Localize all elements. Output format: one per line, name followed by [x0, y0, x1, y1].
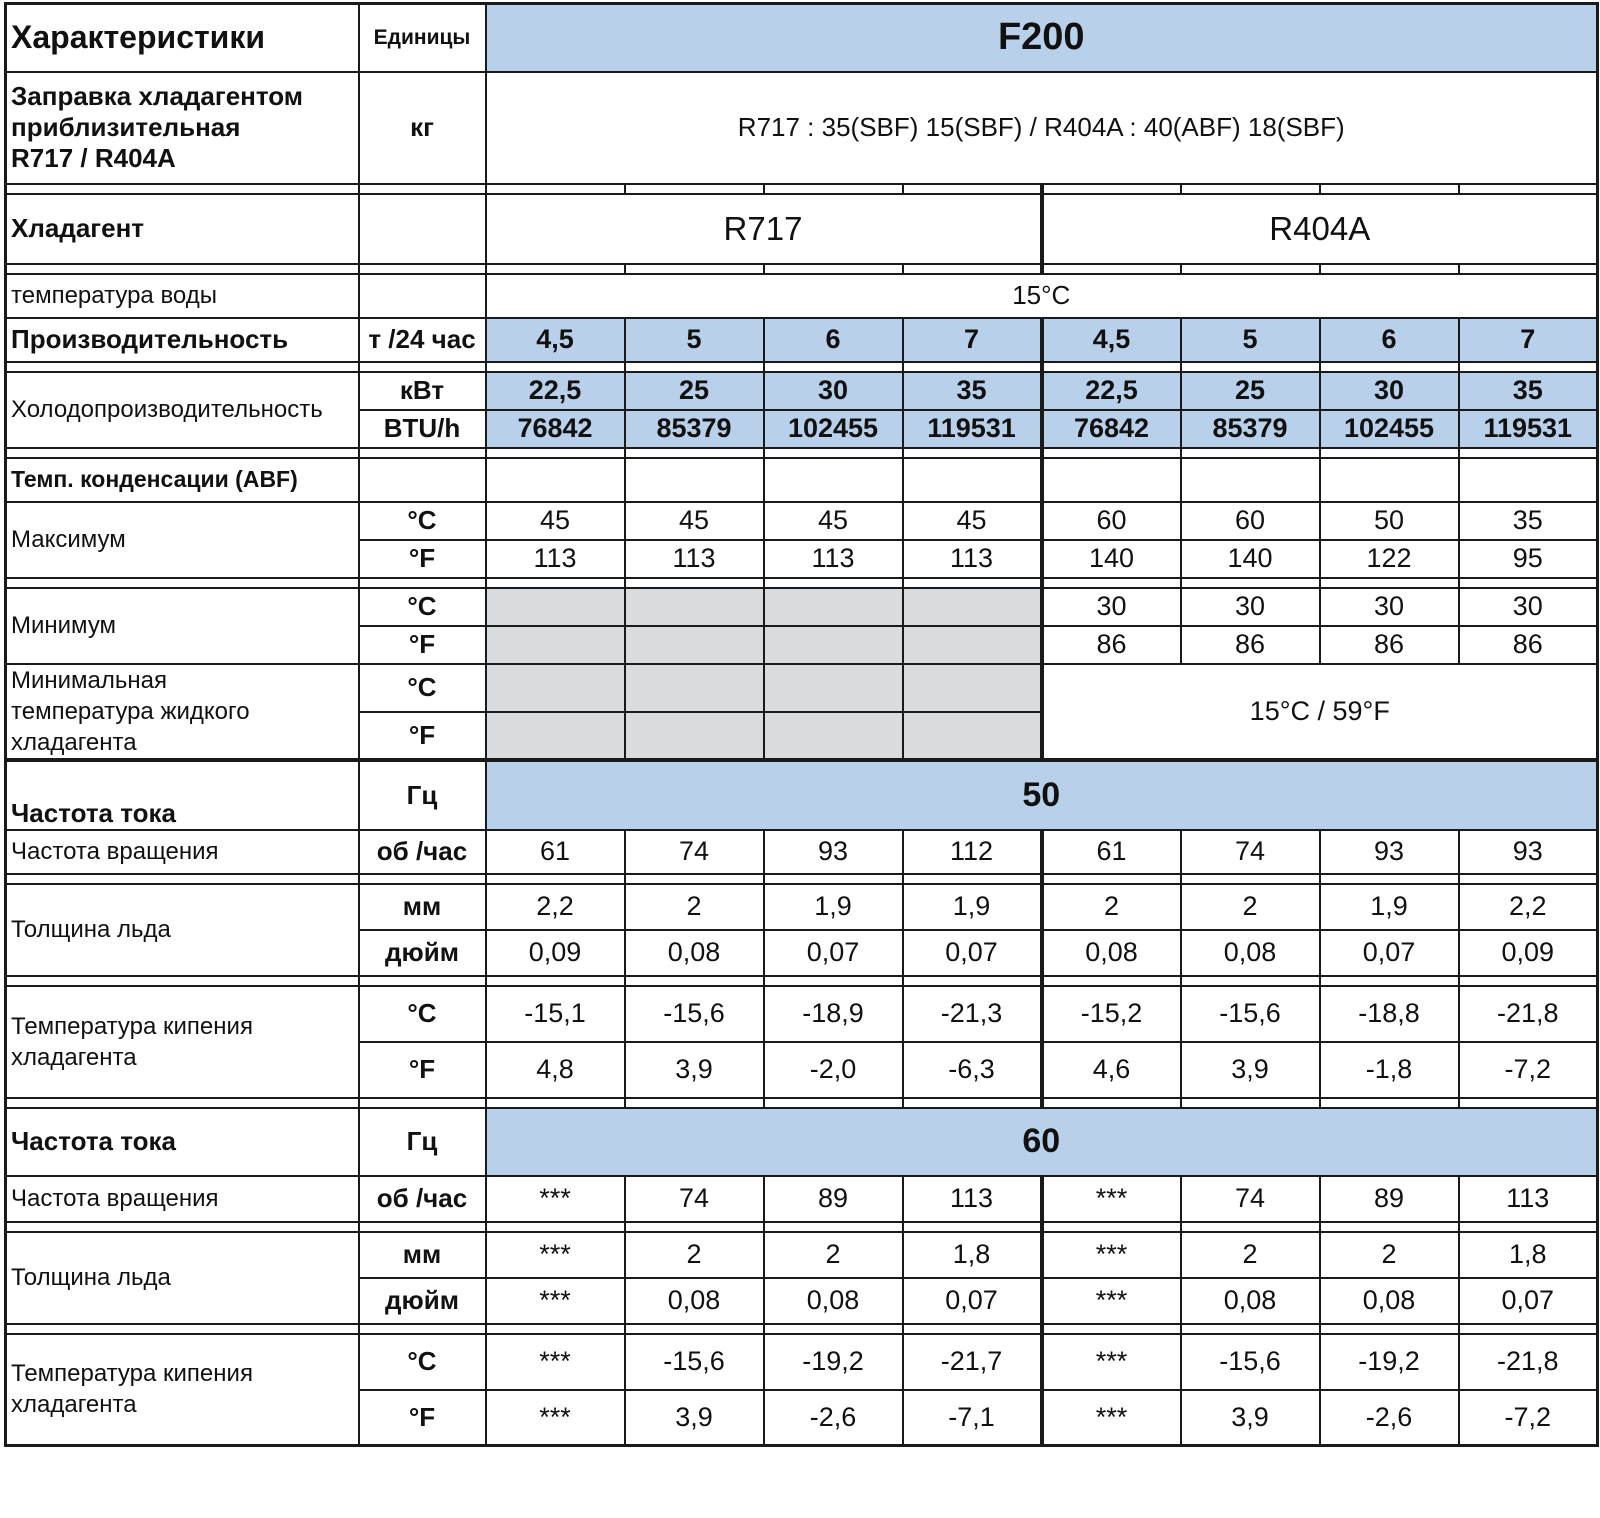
- f60-speed-unit: об /час: [359, 1176, 486, 1222]
- charge-label-line: Заправка хладагентом: [11, 81, 304, 111]
- max-unit-c: °C: [359, 502, 486, 540]
- f60-ice-mm: 2: [1320, 1232, 1459, 1278]
- f60-boil-f: -2,6: [764, 1390, 903, 1446]
- charge-unit: кг: [359, 72, 486, 184]
- f60-speed: 74: [1181, 1176, 1320, 1222]
- cooling-btu: 102455: [764, 410, 903, 448]
- f60-boil-label-line: Температура кипения: [11, 1360, 253, 1388]
- f50-ice-mm: 2: [625, 884, 764, 930]
- f60-boil-c: -21,7: [903, 1334, 1042, 1390]
- f60-ice-in: 0,08: [625, 1278, 764, 1324]
- cooling-btu: 85379: [1181, 410, 1320, 448]
- max-f: 113: [903, 540, 1042, 578]
- max-c: 45: [764, 502, 903, 540]
- max-label: Максимум: [6, 502, 359, 578]
- f50-ice-in: 0,09: [486, 930, 625, 976]
- max-f: 140: [1181, 540, 1320, 578]
- cooling-btu: 85379: [625, 410, 764, 448]
- refrigerant-unit: [359, 194, 486, 264]
- na-cell: [486, 626, 625, 664]
- f60-boil-c-row: [6, 1334, 1598, 1390]
- f60-ice-unit-in: дюйм: [359, 1278, 486, 1324]
- max-c: 50: [1320, 502, 1459, 540]
- na-cell: [486, 712, 625, 760]
- header-row: [6, 4, 1598, 72]
- max-c-row: [6, 502, 1598, 540]
- f60-ice-mm: 2: [1181, 1232, 1320, 1278]
- f50-speed: 61: [1042, 830, 1181, 874]
- f60-boil-unit-f: °F: [359, 1390, 486, 1446]
- f50-speed-unit: об /час: [359, 830, 486, 874]
- water-temp-value: 15°C: [486, 274, 1598, 318]
- f60-speed: 89: [1320, 1176, 1459, 1222]
- liquid-unit-f: °F: [359, 712, 486, 760]
- max-f: 113: [625, 540, 764, 578]
- gap-row: [6, 448, 1598, 458]
- cooling-label: Холодопроизводительность: [6, 372, 359, 448]
- f60-boil-c: -21,8: [1459, 1334, 1598, 1390]
- na-cell: [764, 712, 903, 760]
- liquid-label-line: температура жидкого: [11, 697, 250, 725]
- na-cell: [625, 664, 764, 712]
- capacity-value: 4,5: [1042, 318, 1181, 362]
- max-c: 45: [625, 502, 764, 540]
- gap-row: [6, 184, 1598, 194]
- f50-ice-unit-mm: мм: [359, 884, 486, 930]
- cooling-kw-row: [6, 372, 1598, 410]
- f60-ice-mm-row: [6, 1232, 1598, 1278]
- capacity-value: 5: [625, 318, 764, 362]
- f50-boil-f: 3,9: [1181, 1042, 1320, 1098]
- f60-ice-label: Толщина льда: [6, 1232, 359, 1324]
- f50-boil-label-line: Температура кипения: [11, 1012, 253, 1040]
- gap-row: [6, 874, 1598, 884]
- f60-ice-in: 0,07: [903, 1278, 1042, 1324]
- max-c: 60: [1181, 502, 1320, 540]
- model-title: F200: [486, 4, 1598, 72]
- f60-boil-label-line: хладагента: [11, 1391, 137, 1419]
- min-label: Минимум: [6, 588, 359, 664]
- f50-unit: Гц: [359, 760, 486, 830]
- max-f: 113: [486, 540, 625, 578]
- units-header: Единицы: [359, 4, 486, 72]
- f60-ice-in: ***: [1042, 1278, 1181, 1324]
- f60-boil-f: 3,9: [1181, 1390, 1320, 1446]
- f50-boil-f: -2,0: [764, 1042, 903, 1098]
- f60-ice-in: 0,08: [1181, 1278, 1320, 1324]
- f60-ice-unit-mm: мм: [359, 1232, 486, 1278]
- min-f: 86: [1320, 626, 1459, 664]
- cooling-btu: 76842: [486, 410, 625, 448]
- gap-row: [6, 578, 1598, 588]
- condensing-label: Темп. конденсации (ABF): [6, 458, 359, 502]
- max-unit-f: °F: [359, 540, 486, 578]
- cooling-unit-kw: кВт: [359, 372, 486, 410]
- na-cell: [903, 588, 1042, 626]
- f50-ice-mm: 1,9: [1320, 884, 1459, 930]
- f60-ice-mm: 2: [625, 1232, 764, 1278]
- f60-speed: 74: [625, 1176, 764, 1222]
- f50-boil-c: -18,8: [1320, 986, 1459, 1042]
- cooling-kw: 25: [625, 372, 764, 410]
- max-f: 113: [764, 540, 903, 578]
- f60-speed: 113: [903, 1176, 1042, 1222]
- f60-label: Частота тока: [6, 1108, 359, 1176]
- min-unit-f: °F: [359, 626, 486, 664]
- f50-ice-in: 0,09: [1459, 930, 1598, 976]
- f60-unit: Гц: [359, 1108, 486, 1176]
- f60-ice-mm: 1,8: [1459, 1232, 1598, 1278]
- max-f: 122: [1320, 540, 1459, 578]
- cooling-btu: 102455: [1320, 410, 1459, 448]
- f60-value: 60: [486, 1108, 1598, 1176]
- min-c: 30: [1181, 588, 1320, 626]
- f50-boil-unit-c: °C: [359, 986, 486, 1042]
- f50-boil-c: -15,6: [1181, 986, 1320, 1042]
- f60-ice-mm: ***: [486, 1232, 625, 1278]
- f50-boil-unit-f: °F: [359, 1042, 486, 1098]
- liquid-value: 15°C / 59°F: [1042, 664, 1598, 760]
- cooling-kw: 30: [764, 372, 903, 410]
- capacity-value: 7: [1459, 318, 1598, 362]
- na-cell: [625, 626, 764, 664]
- f60-boil-c: -15,6: [625, 1334, 764, 1390]
- capacity-row: [6, 318, 1598, 362]
- spec-sheet: [4, 2, 1596, 1514]
- min-f: 86: [1042, 626, 1181, 664]
- capacity-value: 4,5: [486, 318, 625, 362]
- f50-boil-f: 3,9: [625, 1042, 764, 1098]
- max-c: 45: [903, 502, 1042, 540]
- na-cell: [764, 664, 903, 712]
- condensing-row: [6, 458, 1598, 502]
- f60-row: [6, 1108, 1598, 1176]
- f60-ice-in: ***: [486, 1278, 625, 1324]
- f50-speed: 93: [764, 830, 903, 874]
- charge-value: R717 : 35(SBF) 15(SBF) / R404A : 40(ABF) 18(SBF): [486, 72, 1598, 184]
- f60-ice-in: 0,08: [764, 1278, 903, 1324]
- min-f: 86: [1459, 626, 1598, 664]
- f50-speed: 74: [625, 830, 764, 874]
- f60-boil-c: ***: [486, 1334, 625, 1390]
- liquid-c-row: [6, 664, 1598, 712]
- capacity-unit: т /24 час: [359, 318, 486, 362]
- f50-ice-in: 0,08: [625, 930, 764, 976]
- f50-boil-c: -21,8: [1459, 986, 1598, 1042]
- f50-ice-in: 0,07: [1320, 930, 1459, 976]
- spec-table: [4, 2, 1599, 1447]
- f50-boil-label: [6, 986, 359, 1098]
- gap-row: [6, 976, 1598, 986]
- f60-boil-c: ***: [1042, 1334, 1181, 1390]
- f50-ice-mm: 2: [1042, 884, 1181, 930]
- cooling-kw: 22,5: [1042, 372, 1181, 410]
- capacity-value: 5: [1181, 318, 1320, 362]
- f50-boil-c: -15,2: [1042, 986, 1181, 1042]
- na-cell: [903, 664, 1042, 712]
- capacity-label: Производительность: [6, 318, 359, 362]
- f50-value: 50: [486, 760, 1598, 830]
- na-cell: [625, 712, 764, 760]
- max-c: 35: [1459, 502, 1598, 540]
- f60-boil-f: ***: [1042, 1390, 1181, 1446]
- f60-ice-in: 0,08: [1320, 1278, 1459, 1324]
- max-c: 60: [1042, 502, 1181, 540]
- na-cell: [486, 588, 625, 626]
- f50-speed: 112: [903, 830, 1042, 874]
- f60-speed: 113: [1459, 1176, 1598, 1222]
- f60-boil-f: -2,6: [1320, 1390, 1459, 1446]
- f50-ice-mm: 2,2: [1459, 884, 1598, 930]
- min-c: 30: [1320, 588, 1459, 626]
- cooling-btu: 119531: [903, 410, 1042, 448]
- f50-ice-in: 0,08: [1042, 930, 1181, 976]
- f60-boil-c: -19,2: [1320, 1334, 1459, 1390]
- cooling-kw: 25: [1181, 372, 1320, 410]
- f60-boil-label: [6, 1334, 359, 1446]
- gap-row: [6, 264, 1598, 274]
- cooling-unit-btu: BTU/h: [359, 410, 486, 448]
- f60-speed-label: Частота вращения: [6, 1176, 359, 1222]
- f60-boil-c: -19,2: [764, 1334, 903, 1390]
- min-f: 86: [1181, 626, 1320, 664]
- f60-boil-f: -7,1: [903, 1390, 1042, 1446]
- gap-row: [6, 362, 1598, 372]
- capacity-value: 6: [764, 318, 903, 362]
- cooling-kw: 35: [1459, 372, 1598, 410]
- f50-boil-c: -15,6: [625, 986, 764, 1042]
- charge-label: [6, 72, 359, 184]
- f50-speed-row: [6, 830, 1598, 874]
- f50-row: [6, 760, 1598, 830]
- f50-ice-mm: 1,9: [764, 884, 903, 930]
- f60-boil-unit-c: °C: [359, 1334, 486, 1390]
- f60-ice-mm: 1,8: [903, 1232, 1042, 1278]
- min-c: 30: [1042, 588, 1181, 626]
- max-f: 140: [1042, 540, 1181, 578]
- f50-boil-f: -7,2: [1459, 1042, 1598, 1098]
- cooling-btu: 76842: [1042, 410, 1181, 448]
- f50-ice-mm: 2: [1181, 884, 1320, 930]
- f50-boil-c: -15,1: [486, 986, 625, 1042]
- f50-speed: 61: [486, 830, 625, 874]
- gap-row: [6, 1098, 1598, 1108]
- f60-speed: ***: [486, 1176, 625, 1222]
- f50-speed: 74: [1181, 830, 1320, 874]
- f60-boil-f: 3,9: [625, 1390, 764, 1446]
- f60-ice-mm: ***: [1042, 1232, 1181, 1278]
- charge-row: [6, 72, 1598, 184]
- f50-ice-in: 0,07: [903, 930, 1042, 976]
- min-unit-c: °C: [359, 588, 486, 626]
- na-cell: [903, 626, 1042, 664]
- f60-speed-row: [6, 1176, 1598, 1222]
- f60-speed: ***: [1042, 1176, 1181, 1222]
- f50-boil-f: 4,6: [1042, 1042, 1181, 1098]
- f50-boil-f: -6,3: [903, 1042, 1042, 1098]
- f60-speed: 89: [764, 1176, 903, 1222]
- gap-row: [6, 1324, 1598, 1334]
- max-c: 45: [486, 502, 625, 540]
- f60-ice-mm: 2: [764, 1232, 903, 1278]
- f50-ice-in: 0,07: [764, 930, 903, 976]
- min-c-row: [6, 588, 1598, 626]
- f50-ice-mm: 1,9: [903, 884, 1042, 930]
- liquid-label-line: хладагента: [11, 728, 137, 756]
- na-cell: [764, 588, 903, 626]
- na-cell: [486, 664, 625, 712]
- cooling-btu: 119531: [1459, 410, 1598, 448]
- f50-speed-label: Частота вращения: [6, 830, 359, 874]
- f50-label: Частота тока: [6, 760, 359, 830]
- refrigerant-r717: R717: [486, 194, 1042, 264]
- f50-boil-label-line: хладагента: [11, 1043, 137, 1071]
- capacity-value: 7: [903, 318, 1042, 362]
- min-c: 30: [1459, 588, 1598, 626]
- water-temp-row: [6, 274, 1598, 318]
- gap-row: [6, 1222, 1598, 1232]
- charge-label-line: R717 / R404A: [11, 143, 176, 173]
- liquid-label-line: Минимальная: [11, 666, 168, 694]
- water-temp-unit: [359, 274, 486, 318]
- f50-boil-c-row: [6, 986, 1598, 1042]
- charge-label-line: приблизительная: [11, 112, 241, 142]
- refrigerant-r404a: R404A: [1042, 194, 1598, 264]
- f50-ice-unit-in: дюйм: [359, 930, 486, 976]
- f60-boil-f: ***: [486, 1390, 625, 1446]
- cooling-kw: 35: [903, 372, 1042, 410]
- liquid-label: [6, 664, 359, 760]
- f50-ice-mm-row: [6, 884, 1598, 930]
- f50-boil-f: -1,8: [1320, 1042, 1459, 1098]
- na-cell: [764, 626, 903, 664]
- characteristics-header: Характеристики: [6, 4, 359, 72]
- f60-boil-f: -7,2: [1459, 1390, 1598, 1446]
- f50-boil-f: 4,8: [486, 1042, 625, 1098]
- water-temp-label: температура воды: [6, 274, 359, 318]
- f60-boil-c: -15,6: [1181, 1334, 1320, 1390]
- f50-speed: 93: [1320, 830, 1459, 874]
- refrigerant-label: Хладагент: [6, 194, 359, 264]
- na-cell: [903, 712, 1042, 760]
- f50-boil-c: -21,3: [903, 986, 1042, 1042]
- f50-ice-label: Толщина льда: [6, 884, 359, 976]
- f60-ice-in: 0,07: [1459, 1278, 1598, 1324]
- liquid-unit-c: °C: [359, 664, 486, 712]
- f50-speed: 93: [1459, 830, 1598, 874]
- refrigerant-row: [6, 194, 1598, 264]
- f50-ice-mm: 2,2: [486, 884, 625, 930]
- max-f: 95: [1459, 540, 1598, 578]
- capacity-value: 6: [1320, 318, 1459, 362]
- cooling-kw: 30: [1320, 372, 1459, 410]
- cooling-kw: 22,5: [486, 372, 625, 410]
- f50-boil-c: -18,9: [764, 986, 903, 1042]
- na-cell: [625, 588, 764, 626]
- f50-ice-in: 0,08: [1181, 930, 1320, 976]
